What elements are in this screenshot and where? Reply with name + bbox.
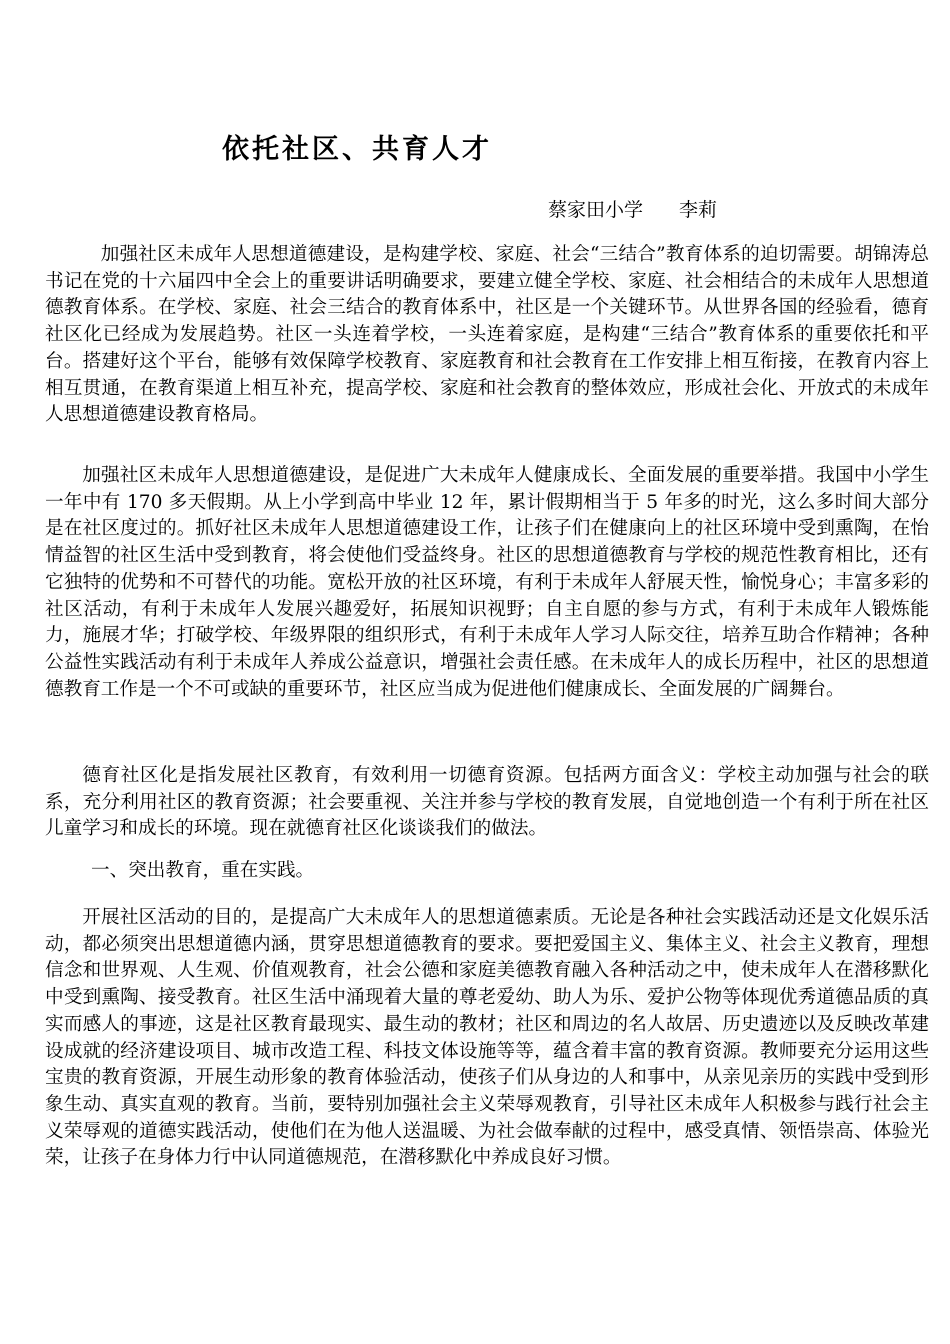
paragraph-1: 加强社区未成年人思想道德建设，是构建学校、家庭、社会“三结合”教育体系的迫切需要。胡锦涛总书记在党的十六届四中全会上的重要讲话明确要求，要建立健全学校、家庭、社会相结合的未成年人思想道德教育体系。在学校、家庭、社会三结合的教育体系中，社区是一个关键环节。从世界各国的经验看，德育社区化已经成为发展趋势。社区一头连着学校，一头连着家庭，是构建“三结合”教育体系的重要依托和平台。搭建好这个平台，能够有效保障学校教育、家庭教育和社会教育在工作安排上相互衔接，在教育内容上相互贯通，在教育渠道上相互补充，提高学校、家庭和社会教育的整体效应，形成社会化、开放式的未成年人思想道德建设教育格局。 [45, 244, 929, 426]
author-name: 李莉 [679, 199, 718, 221]
section-heading: 一、突出教育，重在实践。 [91, 860, 315, 881]
document-title: 依托社区、共育人才 [222, 134, 492, 165]
byline [548, 196, 717, 224]
paragraph-4: 开展社区活动的目的，是提高广大未成年人的思想道德素质。无论是各种社会实践活动还是文化娱乐活动，都必须突出思想道德内涵，贯穿思想道德教育的要求。要把爱国主义、集体主义、社会主义教育，理想信念和世界观、人生观、价值观教育，社会公德和家庭美德教育融入各种活动之中，使未成年人在潜移默化中受到熏陶、接受教育。社区生活中涌现着大量的尊老爱幼、助人为乐、爱护公物等体现优秀道德品质的真实而感人的事迹，这是社区教育最现实、最生动的教材；社区和周边的名人故居、历史遗迹以及反映改革建设成就的经济建设项目、城市改造工程、科技文体设施等等，蕴含着丰富的教育资源。教师要充分运用这些宝贵的教育资源，开展生动形象的教育体验活动，使孩子们从身边的人和事中，从亲见亲历的实践中受到形象生动、真实直观的教育。当前，要特别加强社会主义荣辱观教育，引导社区未成年人积极参与践行社会主义荣辱观的道德实践活动，使他们在为他人送温暖、为社会做奉献的过程中，感受真情、领悟崇高、体验光荣，让孩子在身体力行中认同道德规范，在潜移默化中养成良好习惯。 [45, 907, 929, 1169]
paragraph-2: 加强社区未成年人思想道德建设，是促进广大未成年人健康成长、全面发展的重要举措。我国中小学生一年中有 170 多天假期。从上小学到高中毕业 12 年，累计假期相当于 5 年多的时光，这么多时间大部分是在社区度过的。抓好社区未成年人思想道德建设工作，让孩子们在健康向上的社区环境中受到熏陶，在怡情益智的社区生活中受到教育，将会使他们受益终身。社区的思想道德教育与学校的规范性教育相比，还有它独特的优势和不可替代的功能。宽松开放的社区环境，有利于未成年人舒展天性，愉悦身心；丰富多彩的社区活动，有利于未成年人发展兴趣爱好，拓展知识视野；自主自愿的参与方式，有利于未成年人锻炼能力，施展才华；打破学校、年级界限的组织形式，有利于未成年人学习人际交往，培养互助合作精神；各种公益性实践活动有利于未成年人养成公益意识，增强社会责任感。在未成年人的成长历程中，社区的思想道德教育工作是一个不可或缺的重要环节，社区应当成为促进他们健康成长、全面发展的广阔舞台。 [45, 465, 929, 700]
school-name: 蔡家田小学 [548, 199, 644, 221]
paragraph-3: 德育社区化是指发展社区教育，有效利用一切德育资源。包括两方面含义：学校主动加强与社会的联系，充分利用社区的教育资源；社会要重视、关注并参与学校的教育发展，自觉地创造一个有利于所在社区儿童学习和成长的环境。现在就德育社区化谈谈我们的做法。 [45, 765, 929, 840]
